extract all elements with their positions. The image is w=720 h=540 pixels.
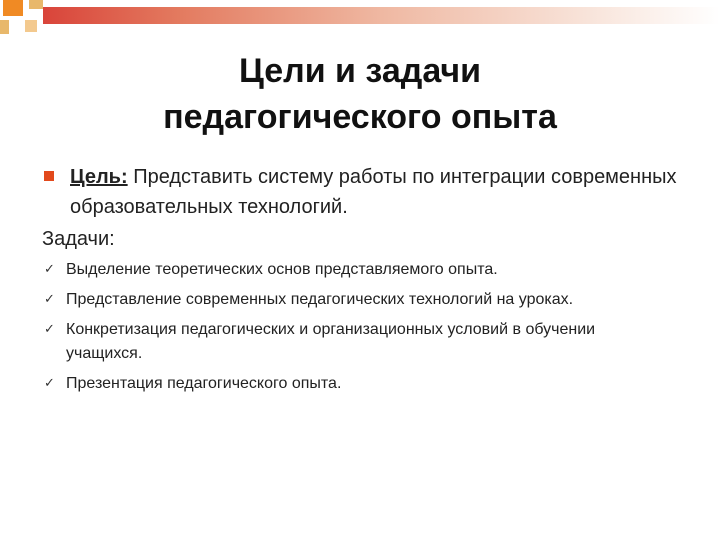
header-gradient-bar [43, 7, 720, 24]
check-icon: ✓ [44, 292, 55, 307]
check-icon: ✓ [44, 322, 55, 337]
task-text: Представление современных педагогических технологий на уроках. [66, 291, 574, 308]
list-item [44, 372, 664, 396]
decorative-square [3, 0, 23, 16]
list-item [44, 258, 664, 282]
goal-text: Представить систему работы по интеграции современных образовательных технологий. [70, 166, 677, 218]
task-text: Выделение теоретических основ представляемого опыта. [66, 261, 498, 278]
decorative-square [25, 20, 37, 32]
task-text: Презентация педагогического опыта. [66, 375, 342, 392]
check-icon: ✓ [44, 262, 55, 277]
task-text: Конкретизация педагогических и организационных условий в обучении учащихся. [66, 321, 596, 362]
list-item [44, 288, 664, 312]
decorative-square [29, 0, 43, 9]
square-bullet-icon [44, 171, 54, 181]
slide-title [60, 48, 660, 140]
goal-paragraph [46, 162, 686, 222]
check-icon: ✓ [44, 376, 55, 391]
decorative-square [0, 20, 9, 34]
list-item [44, 318, 664, 366]
title-line-1: Цели и задачи [238, 52, 482, 90]
goal-label: Цель: [70, 166, 128, 188]
task-list [44, 258, 664, 402]
title-line-2: педагогического опыта [163, 98, 557, 136]
tasks-heading: Задачи: [42, 228, 115, 250]
